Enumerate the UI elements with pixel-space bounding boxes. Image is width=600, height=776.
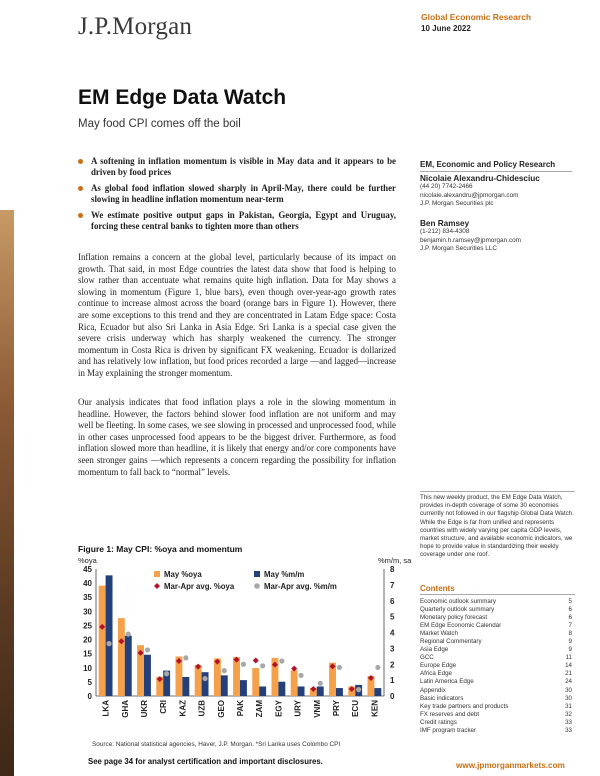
- right-tick-label: 8: [390, 565, 395, 574]
- toc-item[interactable]: [420, 630, 572, 638]
- right-axis-label: %m/m, sa: [378, 556, 412, 565]
- category-label: PRY: [332, 700, 341, 717]
- bar-may-mm: [125, 636, 132, 696]
- toc-item[interactable]: [420, 727, 572, 735]
- author-entity: J.P. Morgan Securities plc: [420, 200, 494, 208]
- toc-item-label: FX reserves and debt: [420, 710, 480, 718]
- toc-item-label: GCC: [420, 654, 434, 662]
- category-label: VNM: [312, 700, 322, 718]
- contents-heading: Contents: [420, 584, 575, 595]
- category-label: GEO: [216, 700, 226, 718]
- toc-item[interactable]: [420, 646, 572, 654]
- left-tick-label: 15: [83, 649, 92, 659]
- body-paragraph: Our analysis indicates that food inflation plays a role in the slowing momentum in headline. However, the factors behind slower food inflation are not uniform and may well be fleeting. In some cases, we see slowing in processed and unprocessed food, while in other cases unprocessed food appears to be the biggest driver. Furthermore, as food inflation slowed more than headline, it is likely that energy and/or core components have seen stronger gains —which represents a concern regarding the possibility for inflation momentum to fall back to “normal” levels.: [78, 397, 396, 477]
- legend-swatch: [154, 571, 160, 577]
- bar-may-mm: [317, 686, 324, 696]
- toc-item[interactable]: [420, 654, 572, 662]
- author-phone: (1-212) 834-4308: [420, 228, 470, 235]
- marker-mar-apr-mm: [356, 687, 361, 692]
- toc-item[interactable]: [420, 638, 572, 646]
- left-tick-label: 10: [83, 663, 92, 673]
- category-label: ECU: [351, 700, 361, 717]
- bar-may-mm: [374, 688, 381, 696]
- research-team-heading: EM, Economic and Policy Research: [420, 160, 572, 172]
- left-tick-label: 40: [83, 579, 92, 589]
- bar-may-oya: [233, 657, 240, 696]
- toc-item-label: Quarterly outlook summary: [420, 606, 495, 614]
- toc-item-page: 31: [565, 702, 572, 710]
- table-of-contents: [420, 598, 572, 735]
- bullet-dot-icon: [78, 213, 83, 218]
- toc-item[interactable]: [420, 662, 572, 670]
- author-email[interactable]: benjamin.h.ramsey@jpmorgan.com: [420, 236, 521, 244]
- toc-item-label: Basic indicators: [420, 694, 464, 702]
- left-tick-label: 35: [83, 593, 92, 603]
- figure-title: Figure 1: May CPI: %oya and momentum: [78, 544, 243, 554]
- bar-may-mm: [240, 680, 247, 696]
- toc-item-page: 9: [568, 646, 572, 654]
- toc-item-label: Regional Commentary: [420, 638, 482, 646]
- category-label: KEN: [370, 700, 380, 717]
- toc-item[interactable]: [420, 719, 572, 727]
- legend-label: May %m/m: [264, 570, 305, 579]
- category-label: KAZ: [178, 700, 188, 717]
- cpi-chart-svg: [74, 553, 414, 743]
- marker-mar-apr-mm: [106, 641, 111, 646]
- toc-item-page: 33: [565, 726, 572, 734]
- left-tick-label: 20: [83, 635, 92, 645]
- author-name: Nicolaie Alexandru-Chidesciuc: [420, 174, 540, 183]
- category-label: GHA: [120, 700, 130, 718]
- key-point: [78, 210, 396, 233]
- toc-item[interactable]: [420, 703, 572, 711]
- product-intro: This new weekly product, the EM Edge Data Watch, provides in-depth coverage of some 30 economies currently not followed in our flagship Global Data Watch. While the Edge is far from unified and represents countries with widely varying per capita GDP levels, market structure, and available economic indicators, we hope to provide value in standardizing their weekly coverage under one roof.: [420, 491, 575, 560]
- toc-item-label: Latin America Edge: [420, 678, 474, 686]
- category-label: EGY: [274, 700, 284, 717]
- key-point: [78, 156, 396, 179]
- toc-item-page: 33: [565, 718, 572, 726]
- toc-item-label: Africa Edge: [420, 670, 452, 678]
- bar-may-mm: [336, 688, 343, 696]
- body-paragraph: Inflation remains a concern at the global level, particularly because of its impact on growth. That said, in most Edge countries the latest data show that food is helping to slow rather than accentuate what remains quite high inflation. Data for May shows a slowing in momentum (Figure 1, blue bars), even though over-year-ago growth rates continue to increase almost across the board (orange bars in Figure 1). However, there are some exceptions to this trend and they are concentrated in Latam Edge space: Costa Rica, Ecuador but also Sri Lanka in Asia Edge. Sri Lanka is a special case given the severe crisis underway which has sharply weakened the currency. The stronger momentum in Costa Rica is driven by significant FX weakening. Ecuador is dollarized and has relatively low inflation, but food prices recorded a large —and lagged—increase in May explaining the stronger momentum.: [78, 252, 396, 378]
- marker-mar-apr-mm: [337, 665, 342, 670]
- key-point-text: As global food inflation slowed sharply in April-May, there could be further slowing in headline inflation momentum near-term: [91, 182, 396, 205]
- left-tick-label: 45: [83, 565, 92, 574]
- bar-may-mm: [182, 677, 189, 696]
- publication-date: 10 June 2022: [421, 24, 471, 33]
- right-tick-label: 1: [390, 676, 395, 686]
- toc-item-page: 8: [568, 630, 572, 638]
- key-point-text: A softening in inflation momentum is visible in May data and it appears to be driven by food prices: [91, 156, 396, 178]
- toc-item-page: 21: [565, 670, 572, 678]
- legend-label: Mar-Apr avg. %m/m: [264, 582, 337, 591]
- marker-mar-apr-mm: [298, 673, 303, 678]
- category-label: PAK: [236, 700, 245, 717]
- toc-item[interactable]: [420, 687, 572, 695]
- bar-may-mm: [202, 672, 209, 696]
- right-tick-label: 4: [390, 628, 395, 638]
- toc-item-page: 6: [568, 606, 572, 614]
- marker-mar-apr-oya: [253, 657, 259, 663]
- bar-may-mm: [144, 655, 151, 696]
- toc-item-label: Appendix: [420, 686, 446, 694]
- toc-item-page: 30: [565, 686, 572, 694]
- legend-label: May %oya: [164, 570, 202, 579]
- author-email[interactable]: nicolaie.alexandru@jpmorgan.com: [420, 191, 519, 199]
- figure-source: Source: National statistical agencies, Haver, J.P. Morgan. *Sri Lanka uses Colombo CPI: [92, 741, 341, 748]
- bullet-dot-icon: [78, 159, 83, 164]
- legend-swatch: [154, 583, 160, 589]
- key-point: [78, 183, 396, 206]
- bar-may-mm: [221, 675, 228, 696]
- legend-swatch: [254, 583, 260, 589]
- marker-mar-apr-mm: [241, 662, 246, 667]
- marker-mar-apr-mm: [260, 663, 265, 668]
- toc-item[interactable]: [420, 670, 572, 678]
- report-title: EM Edge Data Watch: [78, 86, 287, 109]
- left-axis-label: %oya: [78, 556, 97, 565]
- bar-may-mm: [298, 686, 305, 696]
- series-label: Global Economic Research: [421, 12, 532, 22]
- legend-swatch: [254, 571, 260, 577]
- toc-item-label: Europe Edge: [420, 662, 457, 670]
- left-tick-label: 30: [83, 607, 92, 617]
- toc-item-page: 14: [565, 662, 572, 670]
- jpmorgan-logo: J.P.Morgan: [78, 13, 193, 40]
- cpi-chart: [74, 553, 414, 743]
- bar-may-mm: [259, 686, 266, 696]
- toc-item[interactable]: [420, 606, 572, 614]
- author-card: [420, 174, 580, 209]
- right-tick-label: 7: [390, 580, 395, 590]
- category-label: CRI: [159, 700, 169, 714]
- marker-mar-apr-mm: [183, 655, 188, 660]
- author-entity: J.P. Morgan Securities LLC: [420, 245, 497, 253]
- category-label: URY: [293, 700, 303, 717]
- bar-may-oya: [118, 618, 125, 696]
- marker-mar-apr-mm: [318, 681, 323, 686]
- toc-item-label: Key trade partners and products: [420, 702, 509, 710]
- toc-item[interactable]: [420, 695, 572, 703]
- toc-item[interactable]: [420, 678, 572, 686]
- bar-may-mm: [106, 575, 113, 696]
- right-tick-label: 5: [390, 612, 395, 622]
- website-link[interactable]: www.jpmorganmarkets.com: [456, 761, 565, 770]
- toc-item[interactable]: [420, 711, 572, 719]
- author-name: Ben Ramsey: [420, 219, 470, 228]
- toc-item[interactable]: [420, 614, 572, 622]
- toc-item-page: 11: [565, 654, 572, 662]
- bar-may-mm: [278, 682, 285, 696]
- key-point-text: We estimate positive output gaps in Pakistan, Georgia, Egypt and Uruguay, forcing these central banks to tighten more than others: [91, 209, 396, 232]
- author-phone: (44 20) 7742-2466: [420, 183, 473, 190]
- author-card: [420, 219, 580, 254]
- category-label: LKA: [101, 700, 111, 717]
- toc-item-page: 30: [565, 694, 572, 702]
- toc-item-page: 32: [565, 710, 572, 718]
- key-points-list: [78, 156, 396, 236]
- toc-item-label: Credit ratings: [420, 718, 457, 726]
- toc-item-label: Market Watch: [420, 630, 458, 638]
- left-tick-label: 25: [83, 621, 92, 631]
- toc-item-label: IMF program tracker: [420, 726, 477, 734]
- marker-mar-apr-mm: [164, 671, 169, 676]
- toc-item-page: 5: [568, 598, 572, 605]
- bullet-dot-icon: [78, 186, 83, 191]
- toc-item-label: Asia Edge: [420, 646, 449, 654]
- right-tick-label: 2: [390, 660, 395, 670]
- legend-label: Mar-Apr avg. %oya: [164, 582, 235, 591]
- decorative-sidebar-strip: [0, 210, 14, 776]
- report-subtitle: May food CPI comes off the boil: [78, 118, 241, 130]
- marker-mar-apr-mm: [145, 647, 150, 652]
- category-label: UKR: [140, 700, 149, 718]
- bar-may-oya: [252, 668, 259, 696]
- bar-may-oya: [99, 586, 106, 696]
- right-tick-label: 6: [390, 596, 395, 606]
- marker-mar-apr-mm: [222, 668, 227, 673]
- toc-item-page: 7: [568, 622, 572, 630]
- right-tick-label: 3: [390, 644, 395, 654]
- bar-may-oya: [291, 670, 298, 696]
- marker-mar-apr-mm: [279, 658, 284, 663]
- category-label: ZAM: [255, 700, 265, 718]
- marker-mar-apr-mm: [202, 676, 207, 681]
- toc-item-page: 9: [568, 638, 572, 646]
- toc-item-label: Monetary policy forecast: [420, 614, 488, 622]
- left-tick-label: 0: [87, 692, 92, 701]
- right-tick-label: 0: [390, 692, 395, 701]
- toc-item[interactable]: [420, 622, 572, 630]
- left-tick-label: 5: [87, 677, 92, 687]
- marker-mar-apr-mm: [126, 631, 131, 636]
- toc-item[interactable]: [420, 598, 572, 606]
- toc-item-page: 24: [565, 678, 572, 686]
- category-label: UZB: [197, 700, 207, 717]
- toc-item-label: EM Edge Economic Calendar: [420, 622, 502, 630]
- toc-item-label: Economic outlook summary: [420, 598, 496, 605]
- disclosure-note[interactable]: See page 34 for analyst certification and important disclosures.: [88, 757, 323, 766]
- toc-item-page: 6: [568, 614, 572, 622]
- marker-mar-apr-mm: [375, 665, 380, 670]
